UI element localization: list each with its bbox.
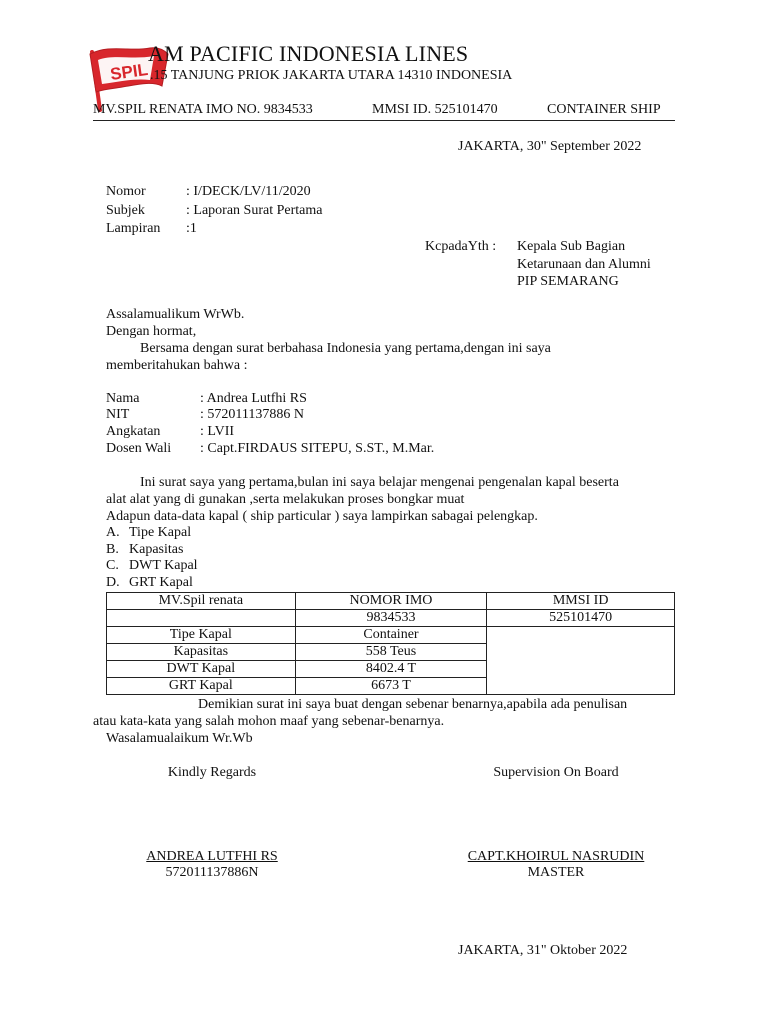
list-item: A. Tipe Kapal xyxy=(106,525,192,540)
intro-line-2: memberitahukan bahwa : xyxy=(106,358,248,373)
table-cell-label: DWT Kapal xyxy=(107,661,296,678)
list-item: D. GRT Kapal xyxy=(106,575,193,590)
body-line-2: alat alat yang di gunakan ,serta melakukan proses bongkar muat xyxy=(106,492,465,507)
dosen-label: Dosen Wali xyxy=(106,441,172,456)
table-cell-label: Tipe Kapal xyxy=(107,627,296,644)
list-item: C. DWT Kapal xyxy=(106,558,198,573)
intro-line-1: Bersama dengan surat berbahasa Indonesia yang pertama,dengan ini saya xyxy=(140,341,551,356)
nama-value: : Andrea Lutfhi RS xyxy=(200,391,307,406)
list-item: B. Kapasitas xyxy=(106,542,184,557)
table-cell-empty xyxy=(487,627,675,695)
signature-right-role: MASTER xyxy=(527,865,585,880)
signature-left-title: Kindly Regards xyxy=(167,765,257,780)
nomor-value: : I/DECK/LV/11/2020 xyxy=(186,184,311,199)
table-cell-value: Container xyxy=(295,627,487,644)
logo-text: SPIL xyxy=(109,59,150,84)
ship-mmsi: MMSI ID. 525101470 xyxy=(372,102,498,117)
closing-line-2: atau kata-kata yang salah mohon maaf yang sebenar-benarnya. xyxy=(93,714,445,729)
signature-left-name: ANDREA LUTFHI RS xyxy=(146,849,278,864)
ship-name-imo: MV.SPIL RENATA IMO NO. 9834533 xyxy=(93,102,313,117)
table-cell-value: 8402.4 T xyxy=(295,661,487,678)
table-header-imo: NOMOR IMO xyxy=(295,593,487,610)
table-row xyxy=(107,627,675,644)
lampiran-value: :1 xyxy=(186,221,197,236)
angkatan-label: Angkatan xyxy=(106,424,161,439)
signature-right-name: CAPT.KHOIRUL NASRUDIN xyxy=(467,849,645,864)
body-line-1: Ini surat saya yang pertama,bulan ini saya belajar mengenai pengenalan kapal beserta xyxy=(140,475,619,490)
table-cell-label: Kapasitas xyxy=(107,644,296,661)
nama-label: Nama xyxy=(106,391,140,406)
lampiran-label: Lampiran xyxy=(106,221,161,236)
table-header-mmsi: MMSI ID xyxy=(487,593,675,610)
angkatan-value: : LVII xyxy=(200,424,235,439)
dosen-value: : Capt.FIRDAUS SITEPU, S.ST., M.Mar. xyxy=(200,441,435,456)
nit-value: : 572011137886 N xyxy=(200,407,304,422)
ship-info-line xyxy=(93,102,675,121)
footer-date: JAKARTA, 31" Oktober 2022 xyxy=(458,943,628,958)
signature-left-id: 572011137886N xyxy=(165,865,259,880)
table-cell-imo: 9834533 xyxy=(295,610,487,627)
salam: Assalamualikum WrWb. xyxy=(106,307,245,322)
table-cell-empty xyxy=(107,610,296,627)
table-header-ship: MV.Spil renata xyxy=(107,593,296,610)
table-cell-mmsi: 525101470 xyxy=(487,610,675,627)
recipient-label: KcpadaYth : xyxy=(425,239,497,254)
signature-right-title: Supervision On Board xyxy=(493,765,619,780)
company-name: AM PACIFIC INDONESIA LINES xyxy=(148,41,469,66)
ship-type: CONTAINER SHIP xyxy=(547,102,661,117)
letter-date: JAKARTA, 30" September 2022 xyxy=(458,139,642,154)
table-row xyxy=(107,610,675,627)
nit-label: NIT xyxy=(106,407,130,422)
recipient-line-2: Ketarunaan dan Alumni xyxy=(517,257,651,272)
table-cell-value: 6673 T xyxy=(295,678,487,695)
subjek-value: : Laporan Surat Pertama xyxy=(186,203,323,218)
body-line-3: Adapun data-data kapal ( ship particular ) saya lampirkan sabagai pelengkap. xyxy=(106,509,538,524)
table-row xyxy=(107,593,675,610)
nomor-label: Nomor xyxy=(106,184,146,199)
subjek-label: Subjek xyxy=(106,203,145,218)
table-cell-value: 558 Teus xyxy=(295,644,487,661)
wasalam: Wasalamualaikum Wr.Wb xyxy=(106,731,253,746)
closing-line-1: Demikian surat ini saya buat dengan sebenar benarnya,apabila ada penulisan xyxy=(198,697,628,712)
greeting: Dengan hormat, xyxy=(106,324,197,339)
table-cell-label: GRT Kapal xyxy=(107,678,296,695)
ship-particulars-table xyxy=(106,592,675,695)
recipient-line-3: PIP SEMARANG xyxy=(517,274,619,289)
recipient-line-1: Kepala Sub Bagian xyxy=(517,239,626,254)
company-address: .15 TANJUNG PRIOK JAKARTA UTARA 14310 INDONESIA xyxy=(150,68,513,83)
